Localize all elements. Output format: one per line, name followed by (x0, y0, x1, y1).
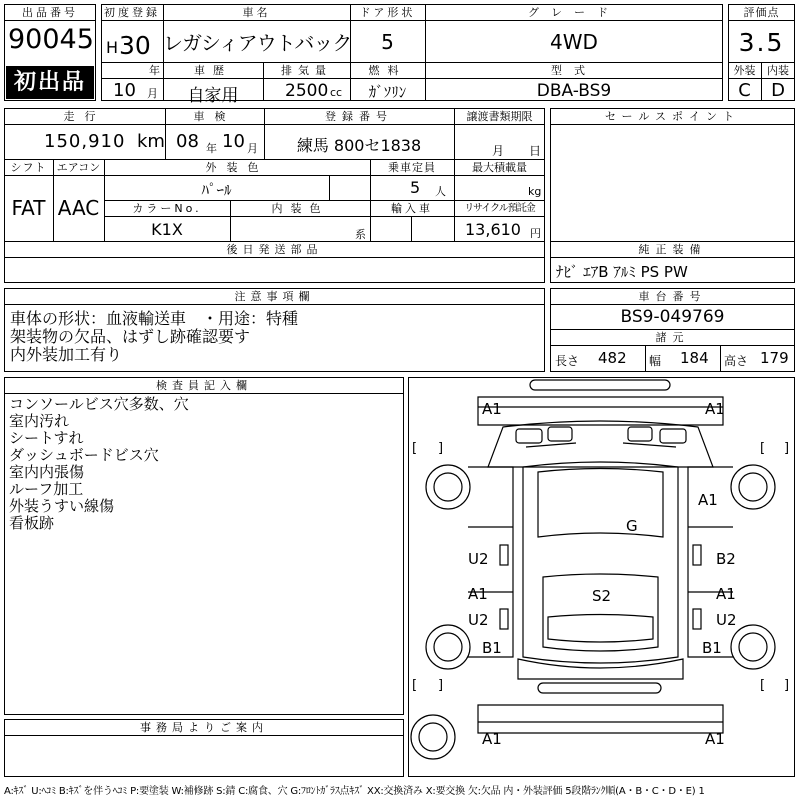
bracket-close: ] (784, 678, 790, 693)
inspection-year-unit: 年 (206, 142, 217, 155)
model-value: DBA-BS9 (536, 81, 612, 101)
ext-color-label: 外装色 (205, 161, 269, 174)
wheel-rr (731, 625, 775, 669)
mark-right-front-door: B2 (716, 550, 736, 568)
notes-line: 車体の形状：血液輸送車 ・用途：特種 (10, 309, 299, 328)
reg-year: 30 (119, 31, 151, 60)
wheel-rl (426, 625, 470, 669)
genuine-label: 純正装備 (638, 243, 707, 256)
spare-wheel (411, 715, 455, 759)
bracket-open: [ (412, 678, 418, 693)
inspection-label: 車検 (193, 110, 236, 123)
aircon-label: エアコン (56, 161, 101, 174)
width-label: 幅 (649, 354, 662, 368)
displacement-value: 2500 (285, 81, 329, 101)
month-unit: 月 (147, 87, 158, 100)
door-label: ドア形状 (359, 6, 416, 19)
inspection-month-unit: 月 (247, 142, 258, 155)
car-diagram (408, 377, 795, 777)
wheel-fr (731, 465, 775, 509)
first-listing-badge: 初出品 (6, 66, 94, 99)
legend: A:ｷｽﾞ U:ﾍｺﾐ B:ｷｽﾞを伴うﾍｺﾐ P:要塗装 W:補修跡 S:錆 C:腐食、穴 G:ﾌﾛﾝﾄｶﾞﾗｽ点ｷｽﾞ XX:交換済み X:要交換 欠:欠品 内・外装評価 5段階ﾗﾝｸ順(A・B・C・D・E) 1 (4, 786, 705, 797)
inspection-year: 08 (176, 131, 199, 152)
era: H (106, 38, 119, 57)
loadcap-unit: kg (528, 185, 542, 198)
cabin-outline (523, 462, 678, 663)
lot-number: 90045 (8, 24, 94, 55)
bracket-open: [ (412, 441, 418, 456)
model-label: 型式 (551, 64, 597, 77)
inspector-line: 室内内張傷 (9, 463, 85, 481)
notes-label: 注意事項欄 (234, 290, 315, 303)
capacity-value: 5 (410, 178, 421, 197)
fuel-label: 燃料 (368, 64, 407, 77)
mark-right-rear-door: U2 (716, 611, 737, 629)
ext-color-value: ﾊﾟｰﾙ (201, 181, 232, 199)
interior-value: D (771, 80, 785, 101)
bracket-close: ] (438, 441, 444, 456)
history-label: 車歴 (194, 64, 232, 77)
wheel-fl (426, 465, 470, 509)
mark-left-front-door: U2 (468, 550, 489, 568)
color-no-label: カラーNo. (132, 202, 202, 215)
mark-left-rear-fender: B1 (482, 639, 502, 657)
mileage-label: 走行 (63, 110, 106, 123)
notes-line: 内外装加工有り (10, 345, 123, 364)
right-front-handle (693, 545, 701, 565)
shift-label: シフト (10, 161, 47, 174)
later-parts-label: 後日発送部品 (226, 243, 323, 256)
mileage-unit: km (137, 131, 165, 152)
exterior-label: 外装 (733, 64, 756, 77)
score-label: 評価点 (743, 6, 780, 19)
recycle-label: リサイクル預託金 (464, 203, 535, 214)
mark-right-fender: A1 (698, 491, 718, 509)
inspector-label: 検査員記入欄 (156, 379, 252, 392)
chassis-label: 車台番号 (638, 290, 707, 303)
dims-label: 諸元 (655, 331, 690, 344)
import-label: 輸入車 (391, 202, 433, 215)
bracket-open: [ (760, 678, 766, 693)
length-label: 長さ (555, 354, 580, 368)
inspector-line: ダッシュボードビス穴 (9, 446, 159, 464)
history-value: 自家用 (187, 86, 239, 106)
plate-label: 登録番号 (325, 110, 393, 123)
roof-top-plate (530, 380, 670, 390)
mark-front-left: A1 (482, 400, 502, 418)
mark-right-rocker: A1 (716, 585, 736, 603)
car-name: レガシィアウトバック (163, 31, 352, 55)
inspector-line: ルーフ加工 (9, 480, 84, 498)
rear-bumper (478, 705, 723, 733)
left-rear-handle (500, 609, 508, 629)
reg-month: 10 (113, 80, 136, 101)
score-value: 3.5 (738, 28, 785, 57)
length-value: 482 (598, 349, 627, 367)
year-unit: 年 (149, 64, 160, 77)
notes-line: 架装物の欠品、はずし跡確認要す (10, 327, 251, 346)
mark-right-rear-fender: B1 (702, 639, 722, 657)
capacity-label: 乗車定員 (388, 161, 436, 174)
inspection-month: 10 (222, 131, 245, 152)
rear-plate (538, 683, 661, 693)
inspector-line: 看板跡 (9, 514, 55, 532)
fuel-value: ｶﾞｿﾘﾝ (368, 83, 407, 101)
inspector-line: 外装うすい線傷 (9, 497, 115, 515)
roof-panel (543, 574, 658, 651)
aircon-value: AAC (57, 196, 100, 220)
car-name-label: 車名 (242, 6, 271, 19)
inspector-line: コンソールビス穴多数、穴 (9, 395, 189, 413)
height-value: 179 (760, 349, 789, 367)
bracket-close: ] (438, 678, 444, 693)
grade-label: グレード (528, 6, 620, 19)
width-value: 184 (680, 349, 709, 367)
displacement-label: 排気量 (281, 64, 332, 77)
transfer-label: 譲渡書類期限 (466, 110, 533, 123)
transfer-month-unit: 月 (492, 144, 505, 158)
sales-point-box (550, 108, 795, 242)
door-value: 5 (381, 30, 394, 54)
first-reg-label: 初度登録 (104, 6, 160, 19)
hood-outline (488, 421, 713, 467)
chassis-number: BS9-049769 (620, 307, 725, 327)
mileage-value: 150,910 (44, 131, 126, 152)
shift-value: FAT (11, 196, 46, 220)
lot-label: 出品番号 (22, 6, 78, 19)
int-color-unit: 系 (355, 228, 366, 241)
recycle-value: 13,610 (465, 220, 521, 239)
left-front-handle (500, 545, 508, 565)
recycle-unit: 円 (530, 227, 541, 240)
inspector-line: 室内汚れ (9, 412, 70, 430)
transfer-day-unit: 日 (529, 144, 542, 158)
mark-left-rear-door: U2 (468, 611, 489, 629)
mark-interior: S2 (592, 587, 612, 605)
windshield (538, 469, 663, 538)
mark-roof: G (626, 517, 638, 535)
right-rear-handle (693, 609, 701, 629)
mark-rear-right: A1 (705, 730, 725, 748)
int-color-label: 内装色 (271, 202, 329, 215)
office-label: 事務局よりご案内 (140, 721, 268, 734)
mark-left-rocker: A1 (468, 585, 488, 603)
color-no-value: K1X (151, 220, 183, 239)
displacement-unit: cc (330, 86, 343, 99)
capacity-unit: 人 (435, 185, 446, 198)
grade-value: 4WD (550, 30, 598, 54)
bracket-close: ] (784, 441, 790, 456)
height-label: 高さ (724, 354, 749, 368)
mark-front-right: A1 (705, 400, 725, 418)
interior-label: 内装 (767, 64, 789, 77)
rear-window (518, 659, 683, 679)
bracket-open: [ (760, 441, 766, 456)
inspector-line: シートすれ (9, 429, 84, 447)
exterior-value: C (738, 80, 751, 101)
sales-point-label: セールスポイント (604, 110, 740, 123)
genuine-value: ﾅﾋﾞ ｴｱB ｱﾙﾐ PS PW (556, 263, 688, 281)
plate-value: 練馬 800セ1838 (296, 136, 422, 155)
mark-rear-left: A1 (482, 730, 502, 748)
loadcap-label: 最大積載量 (472, 161, 527, 174)
